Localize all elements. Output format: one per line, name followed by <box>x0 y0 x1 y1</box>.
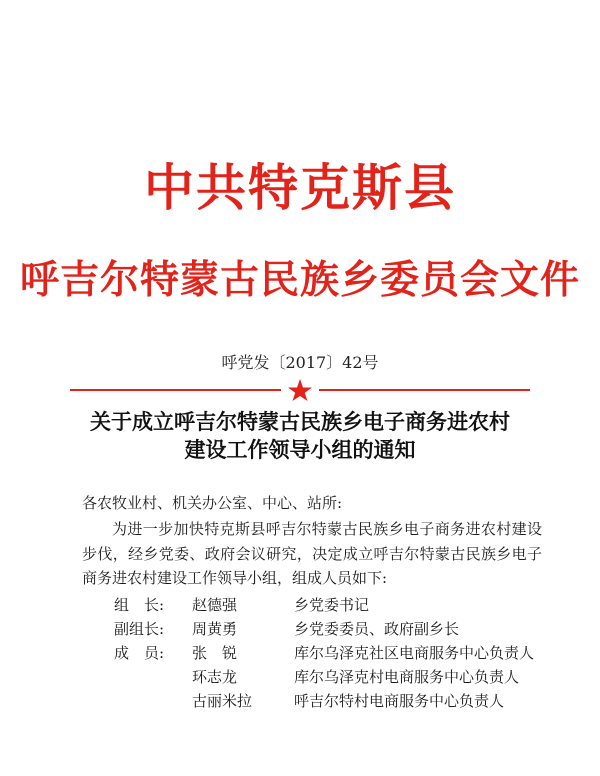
document-number: 呼党发〔2017〕42号 <box>221 353 379 372</box>
issuer-header-line2: 呼吉尔特蒙古民族乡委员会文件 <box>19 257 580 303</box>
member-role: 组 长: <box>114 596 165 614</box>
member-row <box>82 689 552 713</box>
member-name: 张 锐 <box>192 644 238 662</box>
member-row <box>82 665 552 689</box>
member-row <box>82 593 552 617</box>
member-row <box>82 641 552 665</box>
member-title: 乡党委书记 <box>294 596 370 614</box>
member-name: 周黄勇 <box>192 620 238 638</box>
member-title: 呼吉尔特村电商服务中心负责人 <box>294 692 505 710</box>
notice-title-line2: 建设工作领导小组的通知 <box>184 437 416 462</box>
member-role: 成 员: <box>114 644 165 662</box>
member-name: 环志龙 <box>192 668 238 686</box>
star-icon <box>286 378 314 402</box>
member-row <box>82 617 552 641</box>
member-name: 赵德强 <box>192 596 238 614</box>
issuer-header-line1: 中共特克斯县 <box>144 158 456 217</box>
member-title: 库尔乌泽克社区电商服务中心负责人 <box>294 644 535 662</box>
divider-line-right <box>319 389 530 391</box>
salutation: 各农牧业村、机关办公室、中心、站所: <box>82 494 343 512</box>
body-paragraph: 为进一步加快特克斯县呼吉尔特蒙古民族乡电子商务进农村建设步伐，经乡党委、政府会议研究，决定成立呼吉尔特蒙古民族乡电子商务进农村建设工作领导小组，组成人员如下: <box>82 520 542 587</box>
member-title: 库尔乌泽克村电商服务中心负责人 <box>294 668 520 686</box>
notice-title-line1: 关于成立呼吉尔特蒙古民族乡电子商务进农村 <box>90 409 510 434</box>
member-title: 乡党委委员、政府副乡长 <box>294 620 460 638</box>
divider-line-left <box>70 389 281 391</box>
member-list <box>82 593 552 713</box>
red-divider <box>70 378 530 402</box>
notice-title <box>0 408 600 464</box>
member-role: 副组长: <box>114 620 165 638</box>
member-name: 古丽米拉 <box>192 692 253 710</box>
